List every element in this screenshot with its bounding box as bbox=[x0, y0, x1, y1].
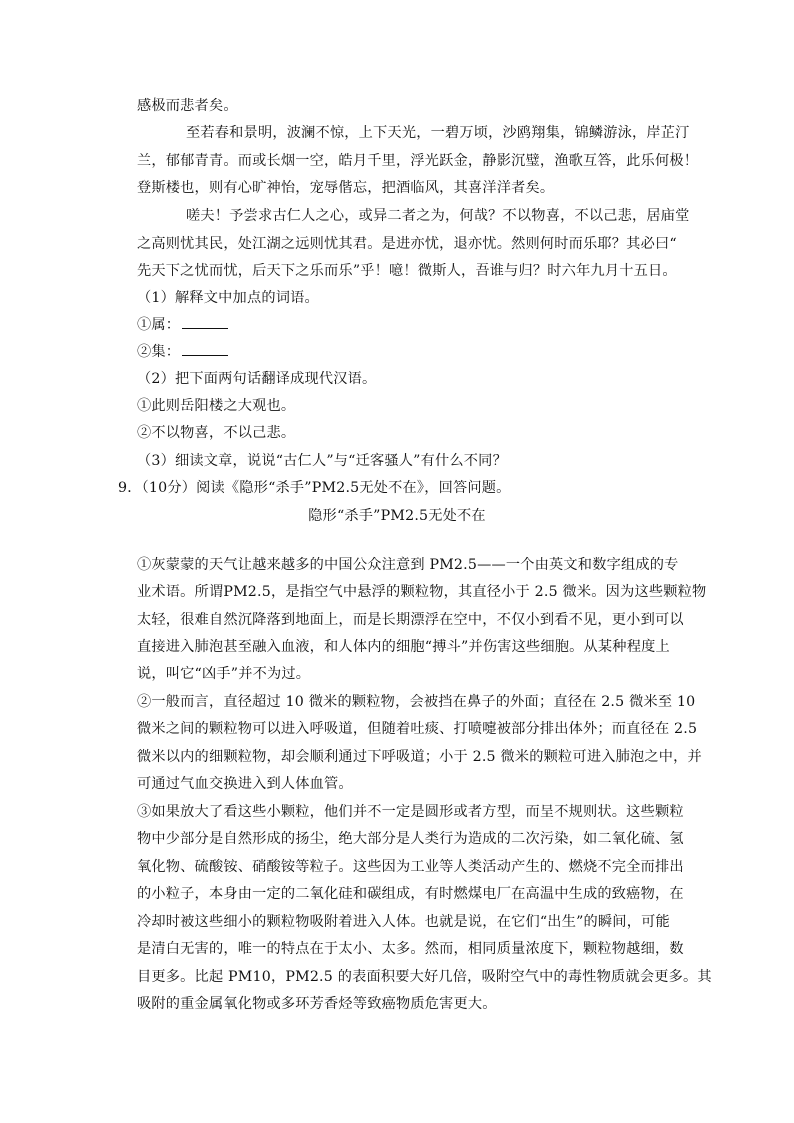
article-line: ③如果放大了看这些小颗粒，他们并不一定是圆形或者方型，而呈不规则状。这些颗粒 bbox=[137, 804, 684, 820]
article-line: 是清白无害的，唯一的特点在于太小、太多。然而，相同质量浓度下，颗粒物越细，数 bbox=[137, 941, 684, 957]
question-2-item-1: ①此则岳阳楼之大观也。 bbox=[137, 398, 296, 414]
question-3-prompt: （3）细读文章，说说“古仁人”与“迁客骚人”有什么不同？ bbox=[137, 453, 507, 469]
article-line: 微米以内的细颗粒物，却会顺利通过下呼吸道；小于 2.5 微米的颗粒可进入肺泡之中，并 bbox=[137, 749, 702, 765]
passage-line: 之高则忧其民，处江湖之远则忧其君。是进亦忧，退亦忧。然则何时而乐耶？其必曰“ bbox=[137, 236, 677, 252]
article-line: 直接进入肺泡甚至融入血液，和人体内的细胞“搏斗”并伤害这些细胞。从某种程度上 bbox=[137, 639, 670, 655]
passage-line: 兰，郁郁青青。而或长烟一空，皓月千里，浮光跃金，静影沉璧，渔歌互答，此乐何极！ bbox=[137, 153, 699, 169]
question-1-prompt: （1）解释文中加点的词语。 bbox=[137, 290, 319, 306]
article-line: 氧化物、硫酸铵、硝酸铵等粒子。这些因为工业等人类活动产生的、燃烧不完全而排出 bbox=[137, 859, 684, 875]
question-1-item-2 bbox=[137, 343, 228, 361]
article-line: 物中少部分是自然形成的扬尘，绝大部分是人类行为造成的二次污染，如二氧化硫、氢 bbox=[137, 831, 684, 847]
article-line: 吸附的重金属氧化物或多环芳香烃等致癌物质危害更大。 bbox=[137, 996, 497, 1012]
article-line: ②一般而言，直径超过 10 微米的颗粒物，会被挡在鼻子的外面；直径在 2.5 微米至 10 bbox=[137, 694, 696, 710]
article-line: 微米之间的颗粒物可以进入呼吸道，但随着吐痰、打喷嚏被部分排出体外；而直径在 2.5 bbox=[137, 721, 698, 737]
answer-blank[interactable] bbox=[182, 316, 228, 329]
article-line: 说，叫它“凶手”并不为过。 bbox=[137, 666, 311, 682]
article-line: 的小粒子，本身由一定的二氧化硅和碳组成，有时燃煤电厂在高温中生成的致癌物，在 bbox=[137, 886, 684, 902]
question-2-item-2: ②不以物喜，不以己悲。 bbox=[137, 425, 296, 441]
article-line: ①灰蒙蒙的天气让越来越多的中国公众注意到 PM2.5——一个由英文和数字组成的专 bbox=[137, 557, 679, 573]
article-line: 目更多。比起 PM10，PM2.5 的表面积要大好几倍，吸附空气中的毒性物质就会更多。其 bbox=[137, 969, 712, 985]
passage-line: 先天下之忧而忧，后天下之乐而乐”乎！噫！微斯人，吾谁与归？时六年九月十五日。 bbox=[137, 263, 677, 279]
question-1-item-2-label: ②集： bbox=[137, 344, 181, 360]
answer-blank[interactable] bbox=[182, 343, 228, 356]
passage-line: 感极而悲者矣。 bbox=[137, 98, 238, 114]
question-1-item-1-label: ①属： bbox=[137, 317, 181, 333]
passage-line: 登斯楼也，则有心旷神怡，宠辱偕忘，把酒临风，其喜洋洋者矣。 bbox=[137, 180, 555, 196]
article-line: 冷却时被这些细小的颗粒物吸附着进入人体。也就是说，在它们“出生”的瞬间，可能 bbox=[137, 914, 670, 930]
article-line: 可通过气血交换进入到人体血管。 bbox=[137, 776, 353, 792]
passage-line: 嗟夫！予尝求古仁人之心，或异二者之为，何哉？不以物喜，不以己悲，居庙堂 bbox=[186, 208, 690, 224]
question-9-header: 9．（10分）阅读《隐形“杀手”PM2.5无处不在》，回答问题。 bbox=[118, 480, 511, 496]
article-title: 隐形“杀手”PM2.5无处不在 bbox=[308, 508, 486, 524]
article-line: 业术语。所谓PM2.5，是指空气中悬浮的颗粒物，其直径小于 2.5 微米。因为这些颗粒物 bbox=[137, 584, 707, 600]
question-2-prompt: （2）把下面两句话翻译成现代汉语。 bbox=[137, 371, 377, 387]
article-line: 太轻，很难自然沉降落到地面上，而是长期漂浮在空中，不仅小到看不见，更小到可以 bbox=[137, 612, 684, 628]
question-1-item-1 bbox=[137, 316, 228, 334]
passage-line: 至若春和景明，波澜不惊，上下天光，一碧万顷，沙鸥翔集，锦鳞游泳，岸芷汀 bbox=[186, 125, 690, 141]
